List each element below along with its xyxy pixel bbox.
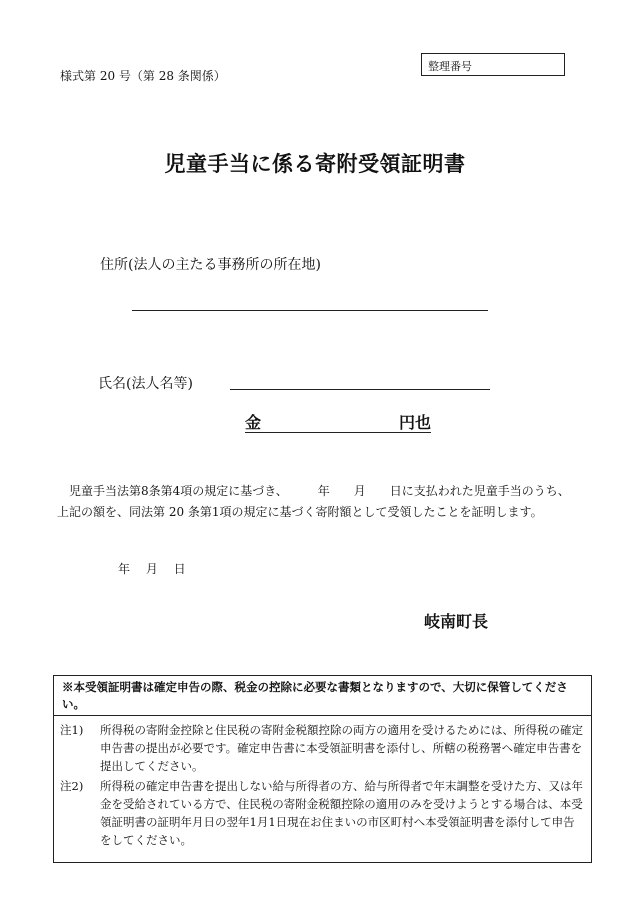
address-label: 住所(法人の主たる事務所の所在地) bbox=[100, 257, 321, 273]
note-text: 所得税の確定申告書を提出しない給与所得者の方、給与所得者で年末調整を受けた方、又は年金を受給されている方で、住民税の寄附金税額控除の適用のみを受けようとする場合は、本受領証明書の証明年月日の翌年1月1日現在お住まいの市区町村へ本受領証明書を添付して申告をしてください。 bbox=[100, 779, 583, 847]
note-text: 所得税の寄附金控除と住民税の寄附金税額控除の両方の適用を受けるためには、所得税の確定申告書の提出が必要です。確定申告書に本受領証明書を添付し、所轄の税務署へ確定申告書を提出してください。 bbox=[100, 723, 583, 773]
issuer-name: 岐南町長 bbox=[424, 612, 489, 631]
notice-heading: ※本受領証明書は確定申告の際、税金の控除に必要な書類となりますので、大切に保管してください。 bbox=[54, 676, 591, 716]
page-title: 児童手当に係る寄附受領証明書 bbox=[164, 152, 466, 176]
issue-date: 年 月 日 bbox=[118, 562, 186, 576]
note-number: 注2) bbox=[60, 779, 84, 793]
amount-suffix: 円也 bbox=[398, 413, 431, 432]
reference-number-box bbox=[421, 53, 565, 76]
certification-text bbox=[57, 481, 577, 523]
amount-prefix: 金 bbox=[245, 413, 262, 432]
address-line bbox=[132, 310, 488, 311]
name-label: 氏名(法人名等) bbox=[98, 376, 193, 392]
notice-box bbox=[53, 675, 592, 863]
certification-body: 児童手当法第8条第4項の規定に基づき、 年 月 日に支払われた児童手当のうち、上記の額を、同法第 20 条第1項の規定に基づく寄附額として受領したことを証明します。 bbox=[57, 484, 570, 519]
name-line bbox=[230, 389, 490, 390]
reference-number-label: 整理番号 bbox=[428, 60, 472, 73]
note-number: 注1) bbox=[60, 723, 84, 737]
amount-line bbox=[245, 410, 431, 433]
form-number: 様式第 20 号（第 28 条関係） bbox=[60, 69, 226, 83]
